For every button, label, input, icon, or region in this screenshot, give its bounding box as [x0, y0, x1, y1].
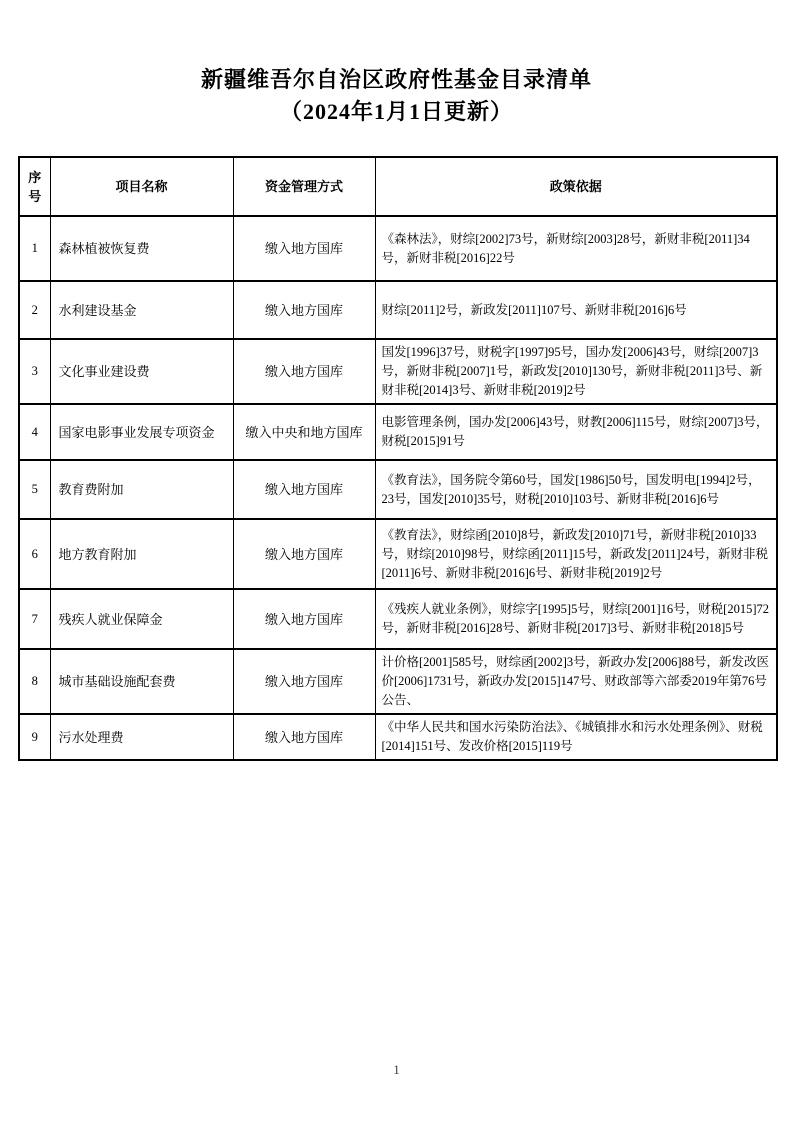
table-row: [19, 589, 777, 649]
fund-management: 缴入地方国库: [233, 216, 375, 281]
table-row: [19, 216, 777, 281]
row-serial-number: 4: [19, 404, 50, 460]
document-title-line1: 新疆维吾尔自治区政府性基金目录清单: [200, 67, 592, 92]
row-serial-number: 5: [19, 460, 50, 519]
project-name: 地方教育附加: [50, 519, 233, 589]
policy-basis: 《中华人民共和国水污染防治法》、《城镇排水和污水处理条例》、财税[2014]151号、发改价格[2015]119号: [375, 714, 777, 760]
project-name: 国家电影事业发展专项资金: [50, 404, 233, 460]
table-header-row: [19, 157, 777, 216]
header-fund-management: 资金管理方式: [233, 157, 375, 216]
table-row: [19, 404, 777, 460]
fund-management: 缴入地方国库: [233, 339, 375, 404]
policy-basis: 计价格[2001]585号，财综函[2002]3号，新政办发[2006]88号，新发改医价[2006]1731号，新政办发[2015]147号、财政部等六部委2019年第76号公告、: [375, 649, 777, 714]
fund-management: 缴入地方国库: [233, 281, 375, 339]
project-name: 城市基础设施配套费: [50, 649, 233, 714]
fund-management: 缴入地方国库: [233, 519, 375, 589]
row-serial-number: 6: [19, 519, 50, 589]
header-policy-basis: 政策依据: [375, 157, 777, 216]
table-row: [19, 339, 777, 404]
header-serial-number: 序号: [19, 157, 50, 216]
policy-basis: 电影管理条例，国办发[2006]43号，财教[2006]115号，财综[2007]3号，财税[2015]91号: [375, 404, 777, 460]
fund-management: 缴入地方国库: [233, 649, 375, 714]
table-row: [19, 519, 777, 589]
policy-basis: 《残疾人就业条例》，财综字[1995]5号，财综[2001]16号，财税[2015]72号，新财非税[2016]28号、新财非税[2017]3号、新财非税[2018]5号: [375, 589, 777, 649]
policy-basis: 财综[2011]2号，新政发[2011]107号、新财非税[2016]6号: [375, 281, 777, 339]
row-serial-number: 1: [19, 216, 50, 281]
project-name: 水利建设基金: [50, 281, 233, 339]
project-name: 森林植被恢复费: [50, 216, 233, 281]
row-serial-number: 9: [19, 714, 50, 760]
fund-management: 缴入地方国库: [233, 460, 375, 519]
row-serial-number: 8: [19, 649, 50, 714]
table-row: [19, 649, 777, 714]
document-title-line2: （2024年1月1日更新）: [279, 99, 513, 124]
policy-basis: 《教育法》，财综函[2010]8号，新政发[2010]71号，新财非税[2010]33号，财综[2010]98号，财综函[2011]15号，新政发[2011]24号，新财非税[2011]6号、新财非税[2016]6号、新财非税[2019]2号: [375, 519, 777, 589]
policy-basis: 《教育法》，国务院令第60号，国发[1986]50号，国发明电[1994]2号，23号，国发[2010]35号，财税[2010]103号、新财非税[2016]6号: [375, 460, 777, 519]
document-title: [0, 0, 793, 128]
project-name: 污水处理费: [50, 714, 233, 760]
project-name: 教育费附加: [50, 460, 233, 519]
project-name: 文化事业建设费: [50, 339, 233, 404]
fund-management: 缴入地方国库: [233, 714, 375, 760]
row-serial-number: 2: [19, 281, 50, 339]
row-serial-number: 3: [19, 339, 50, 404]
fund-management: 缴入中央和地方国库: [233, 404, 375, 460]
policy-basis: 《森林法》，财综[2002]73号，新财综[2003]28号，新财非税[2011]34号，新财非税[2016]22号: [375, 216, 777, 281]
table-row: [19, 714, 777, 760]
table-row: [19, 281, 777, 339]
header-project-name: 项目名称: [50, 157, 233, 216]
table-row: [19, 460, 777, 519]
policy-basis: 国发[1996]37号，财税字[1997]95号，国办发[2006]43号，财综[2007]3号，新财非税[2007]1号，新政发[2010]130号，新财非税[2011]3号、新财非税[2014]3号、新财非税[2019]2号: [375, 339, 777, 404]
fund-management: 缴入地方国库: [233, 589, 375, 649]
page-number: 1: [393, 1062, 400, 1077]
row-serial-number: 7: [19, 589, 50, 649]
project-name: 残疾人就业保障金: [50, 589, 233, 649]
funds-catalog-table: [18, 156, 778, 761]
